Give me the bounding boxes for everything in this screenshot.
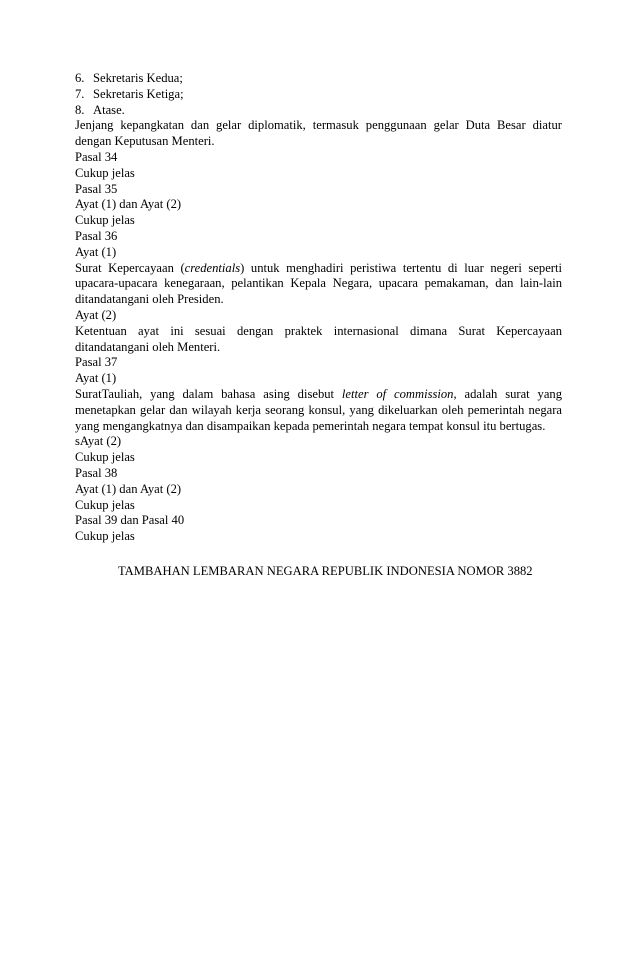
- pasal-38-body: Cukup jelas: [75, 497, 135, 512]
- list-text: Sekretaris Kedua;: [93, 71, 183, 85]
- list-number: 6.: [75, 71, 85, 85]
- pasal-35-ayat: Ayat (1) dan Ayat (2): [75, 197, 182, 212]
- italic-term: credentials: [184, 260, 241, 275]
- pasal-37-ayat-2: sAyat (2): [75, 434, 122, 449]
- text-segment: SuratTauliah, yang dalam bahasa asing disebut: [75, 386, 342, 401]
- pasal-39-40-body: Cukup jelas: [75, 529, 135, 544]
- pasal-38-ayat: Ayat (1) dan Ayat (2): [75, 481, 182, 496]
- pasal-37-ayat-2-body: Cukup jelas: [75, 450, 135, 465]
- list-item: [75, 71, 562, 87]
- pasal-37-ayat-1: Ayat (1): [75, 371, 117, 386]
- pasal-34-body: Cukup jelas: [75, 165, 135, 180]
- text-segment: , adalah surat yang menetapkan gelar dan wilayah kerja seorang konsul, yang dikeluarkan oleh pemerintah negara yang mengangkatnya dan disampaikan kepada pemerintah negara tempat konsul itu bertugas.: [75, 386, 563, 433]
- heading-pasal-35: Pasal 35: [75, 181, 118, 196]
- pasal-36-ayat-1-body: [75, 261, 562, 308]
- pasal-37-ayat-1-body: [75, 387, 562, 434]
- text-segment: ) untuk menghadiri peristiwa tertentu di luar negeri seperti upacara-upacara kenegaraan, pelantikan Kepala Negara, upacara pemakaman, dan lain-lain ditandatangani oleh Presiden.: [75, 260, 562, 307]
- heading-pasal-36: Pasal 36: [75, 228, 118, 243]
- list-text: Sekretaris Ketiga;: [93, 86, 184, 101]
- pasal-35-body: Cukup jelas: [75, 213, 135, 228]
- document-footer-title: TAMBAHAN LEMBARAN NEGARA REPUBLIK INDONESIA NOMOR 3882: [118, 563, 533, 578]
- heading-pasal-34: Pasal 34: [75, 149, 118, 164]
- list-item: [75, 103, 562, 119]
- pasal-36-ayat-1: Ayat (1): [75, 244, 117, 259]
- list-text: Atase.: [93, 102, 125, 117]
- heading-pasal-38: Pasal 38: [75, 465, 118, 480]
- list-number: 8.: [75, 102, 85, 117]
- list-item: [75, 87, 562, 103]
- paragraph-jenjang: Jenjang kepangkatan dan gelar diplomatik, termasuk penggunaan gelar Duta Besar diatur dengan Keputusan Menteri.: [75, 118, 562, 149]
- list-number: 7.: [75, 86, 85, 101]
- italic-term: letter of commission: [341, 386, 454, 401]
- pasal-36-ayat-2: Ayat (2): [75, 307, 117, 322]
- numbered-list: [75, 71, 562, 118]
- text-segment: Surat Kepercayaan (: [75, 260, 185, 275]
- pasal-36-ayat-2-body: Ketentuan ayat ini sesuai dengan praktek internasional dimana Surat Kepercayaan ditandatangani oleh Menteri.: [75, 323, 562, 354]
- heading-pasal-37: Pasal 37: [75, 355, 118, 370]
- heading-pasal-39-40: Pasal 39 dan Pasal 40: [75, 513, 185, 528]
